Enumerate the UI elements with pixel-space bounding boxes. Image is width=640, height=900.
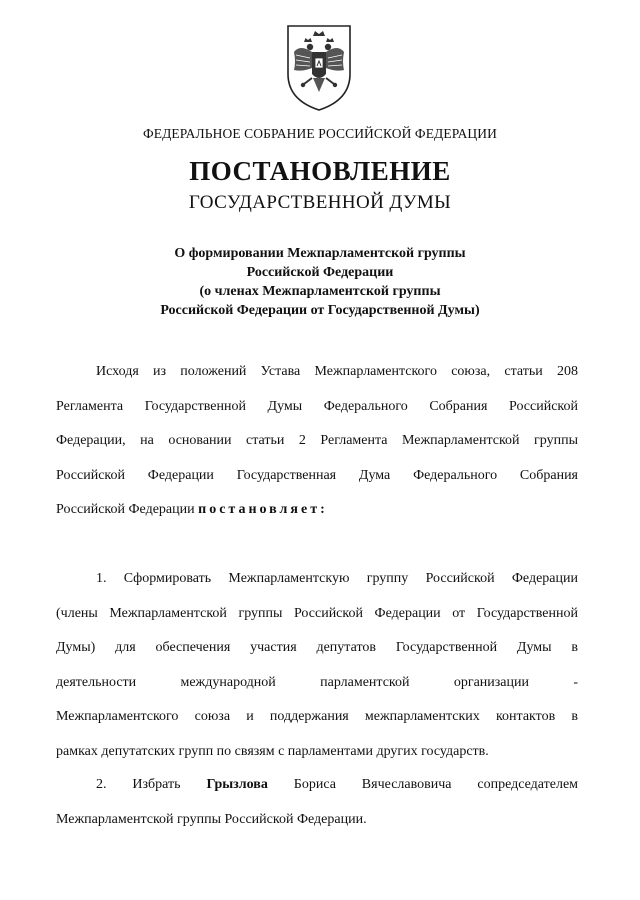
text-line: Межпарламентской группы Российской Федерации. — [56, 811, 367, 827]
item-number: 2. — [96, 777, 107, 792]
text-fragment: Российской Федерации — [56, 502, 195, 517]
text-line: Межпарламентского союза и поддержания межпарламентских контактов в — [56, 709, 578, 724]
text-line: Российской Федерации Государственная Дума Федерального Собрания — [56, 467, 578, 483]
text-line: 1. Сформировать Межпарламентскую группу Российской Федерации — [96, 571, 578, 586]
assembly-title: ФЕДЕРАЛЬНОЕ СОБРАНИЕ РОССИЙСКОЙ ФЕДЕРАЦИИ — [143, 126, 497, 141]
surname: Грызлова — [206, 777, 268, 792]
text-line: (члены Межпарламентской группы Российской Федерации от Государственной — [56, 605, 578, 621]
russian-coat-of-arms-icon — [282, 22, 356, 114]
document-subject — [0, 244, 640, 320]
text-fragment: Избрать — [132, 777, 181, 792]
text-line — [56, 493, 578, 528]
subject-line: (о членах Межпарламентской группы — [199, 284, 441, 299]
text-fragment: Бориса Вячеславовича сопредседателем — [293, 777, 579, 792]
document-type: ПОСТАНОВЛЕНИЕ — [189, 156, 451, 186]
coat-of-arms-emblem — [282, 22, 356, 114]
subject-line: Российской Федерации от Государственной Думы) — [160, 303, 480, 318]
text-line: Думы) для обеспечения участия депутатов Государственной Думы в — [56, 640, 578, 655]
item-1-paragraph — [56, 562, 578, 769]
text-line: Исходя из положений Устава Межпарламентского союза, статьи 208 — [96, 364, 578, 379]
resolves-word: постановляет: — [198, 502, 328, 517]
text-line: рамках депутатских групп по связям с парламентами других государств. — [56, 743, 489, 759]
text-line: Регламента Государственной Думы Федерального Собрания Российской — [56, 398, 578, 414]
subject-line: О формировании Межпарламентской группы — [174, 246, 466, 261]
preamble-paragraph — [56, 355, 578, 528]
text-line — [56, 768, 578, 803]
text-line: деятельности международной парламентской организации - — [56, 674, 578, 690]
item-2-paragraph — [56, 768, 578, 837]
subject-line: Российской Федерации — [246, 265, 394, 280]
text-line: Федерации, на основании статьи 2 Регламента Межпарламентской группы — [56, 433, 578, 448]
issuing-body: ГОСУДАРСТВЕННОЙ ДУМЫ — [188, 192, 452, 213]
